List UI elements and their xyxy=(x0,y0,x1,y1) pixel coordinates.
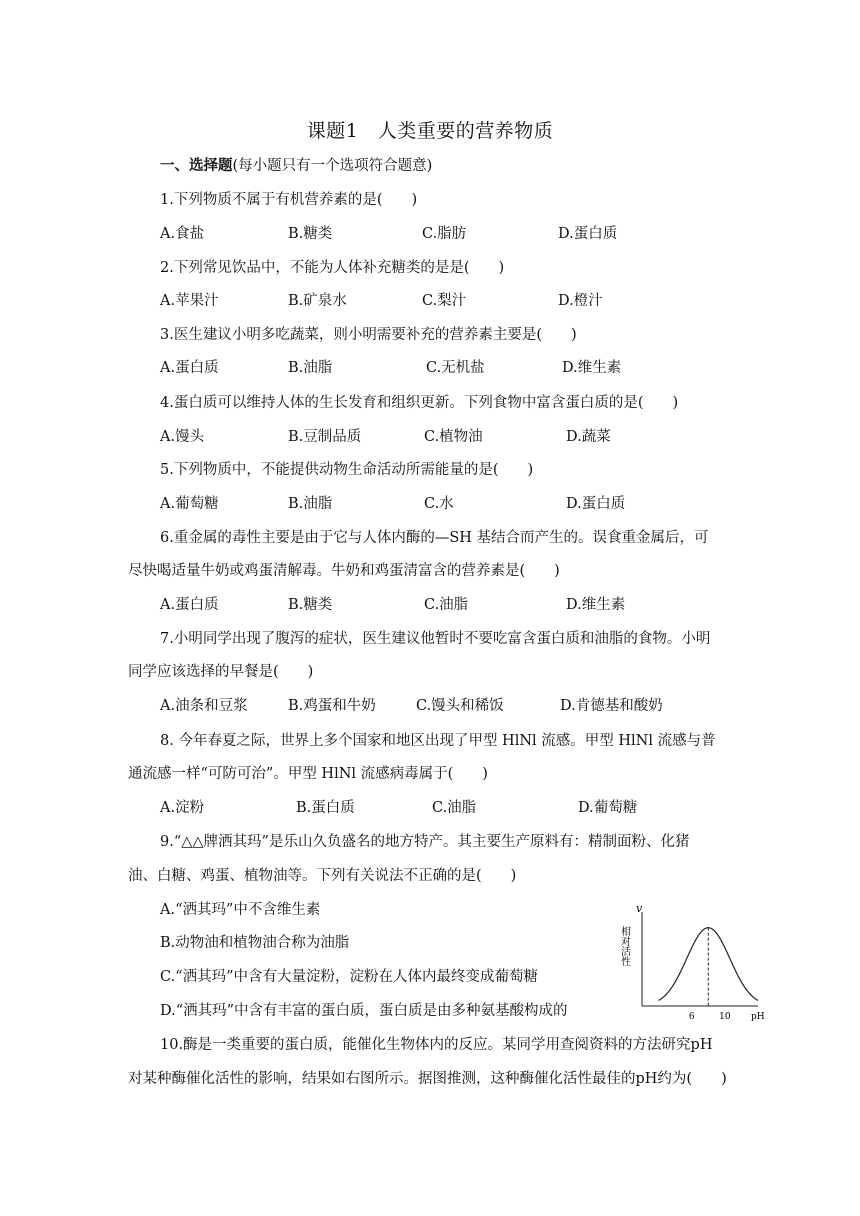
option-b: B.豆制品质 xyxy=(288,429,362,445)
option-c: C.油脂 xyxy=(424,597,469,613)
option-c: C.脂肪 xyxy=(422,226,467,242)
enzyme-activity-chart xyxy=(612,900,765,1030)
question-2-stem: 2.下列常见饮品中，不能为人体补充糖类的是是( ) xyxy=(160,260,505,276)
question-5-stem: 5.下列物质中，不能提供动物生命活动所需能量的是( ) xyxy=(160,462,534,478)
option-b: B.矿泉水 xyxy=(288,293,347,309)
option-c: C.植物油 xyxy=(424,429,483,445)
question-7-stem-cont: 同学应该选择的早餐是( ) xyxy=(128,664,314,680)
option-a: A.食盐 xyxy=(160,226,205,242)
option-d: D.肯德基和酸奶 xyxy=(560,698,663,714)
option-c: C.油脂 xyxy=(432,800,477,816)
option-c: C.馒头和稀饭 xyxy=(416,698,504,714)
section-heading-line xyxy=(160,156,432,176)
option-a: A.蛋白质 xyxy=(160,360,219,376)
question-8-stem-cont: 通流感一样“可防可治”。甲型 HlNl 流感病毒属于( ) xyxy=(128,766,488,782)
y-axis-symbol: v xyxy=(636,902,643,915)
question-10-stem-cont: 对某种酶催化活性的影响，结果如右图所示。据图推测，这种酶催化活性最佳的pH约为( ) xyxy=(128,1071,727,1087)
option-b: B.油脂 xyxy=(288,360,333,376)
y-axis-label: 相对活性 xyxy=(618,926,630,966)
option-b: B.鸡蛋和牛奶 xyxy=(288,698,376,714)
section-heading: 一、选择题 xyxy=(160,157,233,174)
question-9-option-c: C.“洒其玛”中含有大量淀粉，淀粉在人体内最终变成葡萄糖 xyxy=(160,969,539,985)
question-9-option-a: A.“洒其玛”中不含维生素 xyxy=(160,902,321,918)
option-a: A.蛋白质 xyxy=(160,597,219,613)
option-d: D.维生素 xyxy=(562,360,622,376)
question-3-stem: 3.医生建议小明多吃蔬菜，则小明需要补充的营养素主要是( ) xyxy=(160,327,577,343)
question-8-stem: 8. 今年春夏之际，世界上多个国家和地区出现了甲型 HlNl 流感。甲型 HlNl 流感与普 xyxy=(160,733,716,749)
option-c: C.水 xyxy=(424,496,454,512)
option-b: B.糖类 xyxy=(288,597,333,613)
question-9-option-b: B.动物油和植物油合称为油脂 xyxy=(160,935,350,951)
option-c: C.梨汁 xyxy=(422,293,467,309)
question-9-stem: 9.“△△牌洒其玛”是乐山久负盛名的地方特产。其主要生产原料有：精制面粉、化猪 xyxy=(160,834,690,850)
x-tick-label-6: 6 xyxy=(688,1012,695,1022)
option-d: D.蛋白质 xyxy=(558,226,618,242)
question-1-stem: 1.下列物质不属于有机营养素的是( ) xyxy=(160,192,418,208)
option-a: A.油条和豆浆 xyxy=(160,698,248,714)
x-tick-label-10: 10 xyxy=(719,1012,731,1022)
x-axis-label: pH xyxy=(751,1012,765,1022)
option-b: B.油脂 xyxy=(288,496,333,512)
option-c: C.无机盐 xyxy=(426,360,485,376)
question-7-stem: 7.小明同学出现了腹泻的症状，医生建议他暂时不要吃富含蛋白质和油脂的食物。小明 xyxy=(160,631,711,647)
option-d: D.维生素 xyxy=(566,597,626,613)
option-a: A.葡萄糖 xyxy=(160,496,219,512)
question-10-stem: 10.酶是一类重要的蛋白质，能催化生物体内的反应。某同学用查阅资料的方法研究pH xyxy=(160,1037,713,1053)
option-d: D.蔬菜 xyxy=(566,429,611,445)
question-9-option-d: D.“洒其玛”中含有丰富的蛋白质，蛋白质是由多种氨基酸构成的 xyxy=(160,1003,568,1019)
question-9-stem-cont: 油、白糖、鸡蛋、植物油等。下列有关说法不正确的是( ) xyxy=(128,868,517,884)
question-6-stem: 6.重金属的毒性主要是由于它与人体内酶的—SH 基结合而产生的。误食重金属后，可 xyxy=(160,530,709,546)
option-b: B.糖类 xyxy=(288,226,333,242)
question-6-stem-cont: 尽快喝适量牛奶或鸡蛋清解毒。牛奶和鸡蛋清富含的营养素是( ) xyxy=(128,563,560,579)
option-a: A.馒头 xyxy=(160,429,205,445)
option-d: D.葡萄糖 xyxy=(578,800,638,816)
option-a: A.淀粉 xyxy=(160,800,205,816)
option-b: B.蛋白质 xyxy=(296,800,355,816)
question-4-stem: 4.蛋白质可以维持人体的生长发育和组织更新。下列食物中富含蛋白质的是( ) xyxy=(160,395,679,411)
option-d: D.蛋白质 xyxy=(566,496,626,512)
page-title: 课题1 人类重要的营养物质 xyxy=(306,120,554,142)
section-note: (每小题只有一个选项符合题意) xyxy=(232,158,433,174)
option-d: D.橙汁 xyxy=(558,293,603,309)
option-a: A.苹果汁 xyxy=(160,293,219,309)
